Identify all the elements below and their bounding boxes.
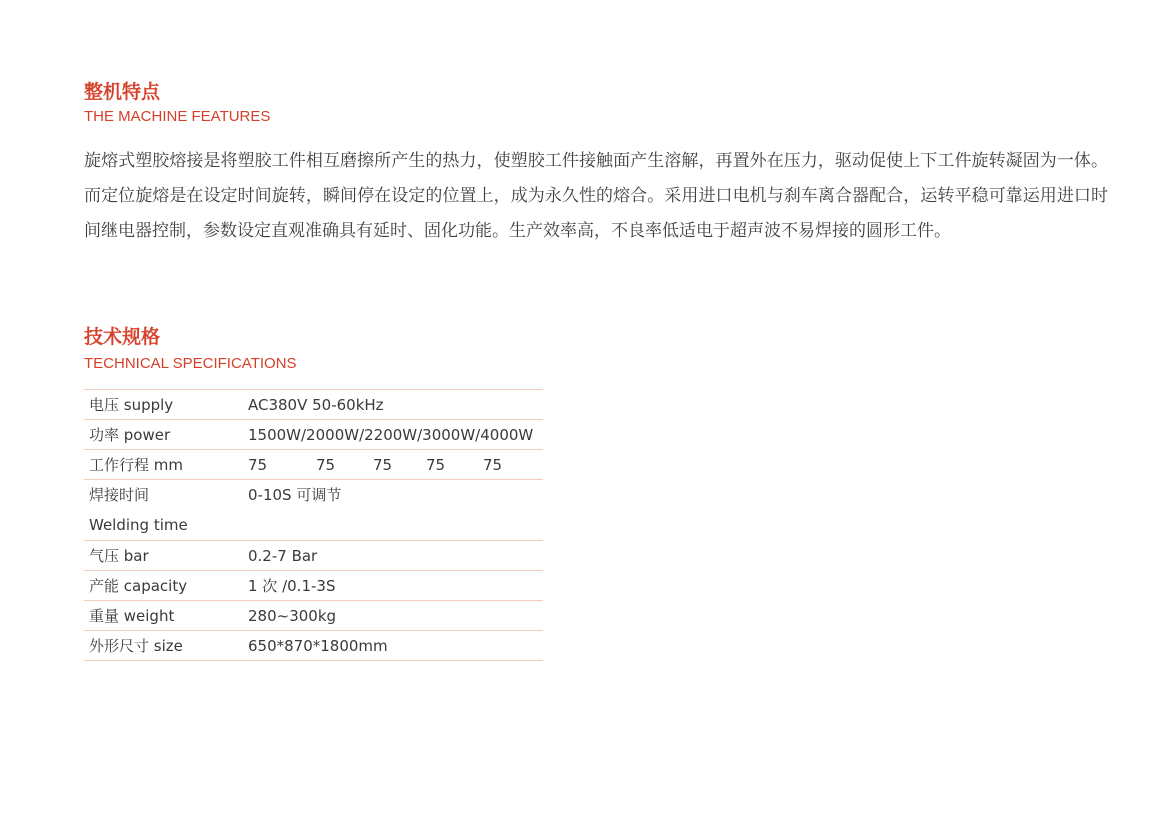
- spec-row-stroke: [84, 450, 543, 480]
- spec-value: 1 次 /0.1-3S: [248, 577, 336, 595]
- spec-value-text: 0-10S 可调节: [248, 486, 342, 504]
- spec-row-size: [84, 631, 543, 661]
- spec-value: [244, 480, 543, 541]
- stroke-value: 75: [426, 455, 446, 474]
- spec-label-en: Welding time: [89, 516, 188, 534]
- spec-label: 外形尺寸 size: [89, 637, 183, 655]
- features-subtitle: THE MACHINE FEATURES: [84, 108, 271, 125]
- spec-value: 280~300kg: [248, 606, 337, 625]
- spec-label: 重量 weight: [89, 607, 175, 625]
- spec-value: 650*870*1800mm: [248, 636, 388, 655]
- spec-label: 功率 power: [89, 426, 171, 444]
- stroke-value: 75: [483, 455, 503, 474]
- spec-row-welding-time: [84, 480, 543, 541]
- stroke-value: 75: [248, 455, 268, 474]
- specs-subtitle: TECHNICAL SPECIFICATIONS: [84, 355, 297, 372]
- features-description: 旋熔式塑胶熔接是将塑胶工件相互磨擦所产生的热力，使塑胶工件接触面产生溶解，再置外在压力，驱动促使上下工件旋转凝固为一体。而定位旋熔是在设定时间旋转，瞬间停在设定的位置上，成为永久性的熔合。采用进口电机与刹车离合器配合，运转平稳可靠运用进口时间继电器控制，参数设定直观准确具有延时、固化功能。生产效率高，不良率低适电于超声波不易焊接的圆形工件。: [84, 151, 1108, 241]
- spec-row-supply: [84, 390, 543, 420]
- spec-table: [84, 389, 543, 661]
- spec-value: AC380V 50-60kHz: [248, 395, 384, 414]
- features-title: 整机特点: [84, 81, 161, 103]
- stroke-value: 75: [316, 455, 336, 474]
- spec-value: 0.2-7 Bar: [248, 546, 318, 565]
- specs-title: 技术规格: [84, 326, 161, 348]
- spec-row-capacity: [84, 571, 543, 601]
- spec-value: 1500W/2000W/2200W/3000W/4000W: [248, 425, 534, 444]
- spec-value: [244, 450, 543, 480]
- stroke-value: 75: [373, 455, 393, 474]
- spec-label: [84, 480, 244, 541]
- spec-label-cn: 焊接时间: [89, 486, 150, 504]
- spec-row-pressure: [84, 541, 543, 571]
- spec-label: 气压 bar: [89, 547, 149, 565]
- spec-row-weight: [84, 601, 543, 631]
- spec-label: 产能 capacity: [89, 577, 188, 595]
- spec-label: 工作行程 mm: [89, 456, 183, 474]
- stroke-values: [248, 456, 543, 474]
- spec-row-power: [84, 420, 543, 450]
- spec-label: 电压 supply: [89, 396, 174, 414]
